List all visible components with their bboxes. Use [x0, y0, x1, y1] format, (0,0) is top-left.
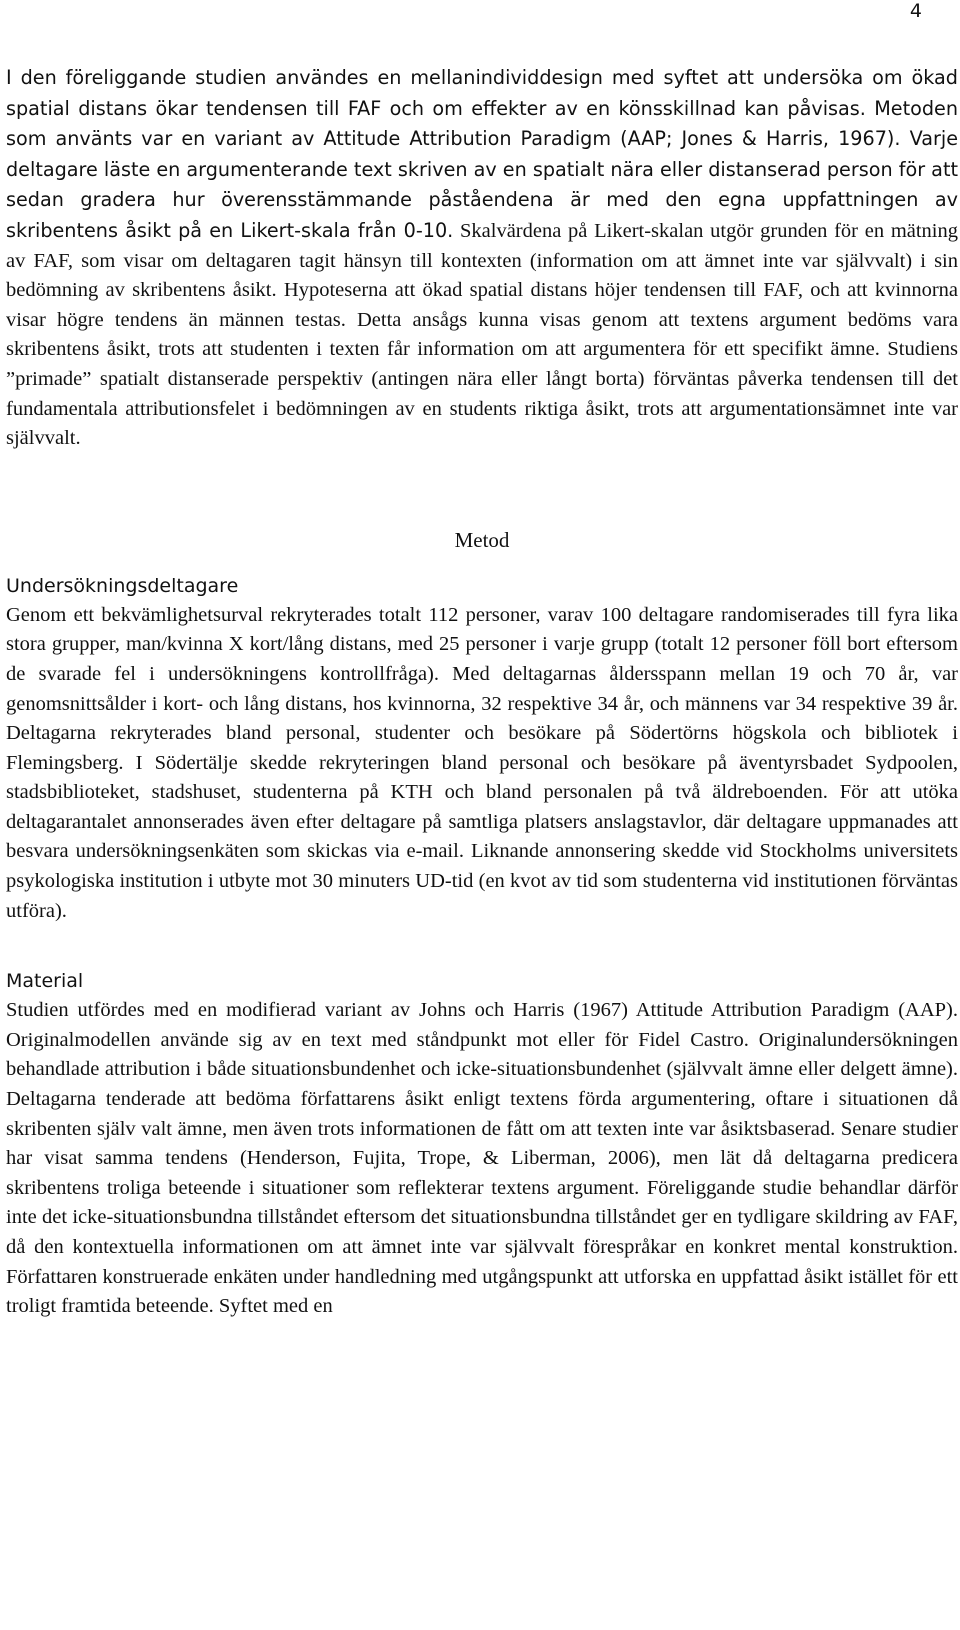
page-number: 4: [909, 0, 922, 22]
material-paragraph: Studien utfördes med en modifierad variant av Johns och Harris (1967) Attitude Attribution Paradigm (AAP). Originalmodellen använde sig av en text med ståndpunkt mot eller för Fidel Castro. Originalundersökningen behandlade attribution i både situationsbundenhet och icke-situationsbundenhet (självvalt ämne eller delgett ämne). Deltagarna tenderade att bedöma författarens åsikt enligt textens förda argumentering, oftare i situationen då skribenten själv valt ämne, men även trots informationen de fått om att texten inte var åsiktsbaserad. Senare studier har visat samma tendens (Henderson, Fujita, Trope, & Liberman, 2006), men lät då deltagarna predicera skribentens troliga beteende i situationer som reflekterar textens argument. Föreliggande studie behandlar därför inte det icke-situationsbundna tillståndet eftersom det situationsbundna tillståndet ger en tydligare skildring av FAF, då den kontextuella informationen om att ämnet inte var självvalt förespråkar en konkret mental konstruktion. Författaren konstruerade enkäten under handledning med utgångspunkt att utforska en uppfattad åsikt istället för ett troligt framtida beteende. Syftet med en: [6, 999, 958, 1318]
intro-paragraph: [6, 63, 958, 454]
participants-paragraph: Genom ett bekvämlighetsurval rekryterades totalt 112 personer, varav 100 deltagare randomiserades till fyra lika stora grupper, man/kvinna X kort/lång distans, med 25 personer i varje grupp (totalt 12 personer föll bort eftersom de svarade fel i undersökningens kontrollfråga). Med deltagarnas åldersspann mellan 19 och 70 år, var genomsnittsålder i kort- och lång distans, hos kvinnorna, 32 respektive 34 år, och männens var 34 respektive 39 år. Deltagarna rekryterades bland personal, studenter och besökare på Södertörns högskola och bibliotek i Flemingsberg. I Södertälje skedde rekryteringen bland personal och besökare på äventyrsbadet Sydpoolen, stadsbiblioteket, stadshuset, studenterna på KTH och bland personalen på två äldreboenden. För att utöka deltagarantalet annonserades även efter deltagare på samtliga platsers anslagstavlor, där deltagare uppmanades att besvara undersökningsenkäten som skickas via e-mail. Liknande annonsering skedde vid Stockholms universitets psykologiska institution i utbyte mot 30 minuters UD-tid (en kvot av tid som studenterna vid institutionen förväntas utföra).: [6, 603, 958, 922]
page-body: [6, 63, 958, 1322]
method-heading: Metod: [454, 527, 510, 552]
intro-serif-text: Skalvärdena på Likert-skalan utgör grunden för en mätning av FAF, som visar om deltagaren tagit hänsyn till kontexten (information om att ämnet inte var självvalt) i sin bedömning av skribentens åsikt. Hypoteserna att ökad spatial distans höjer tendensen till FAF, och att kvinnorna visar högre tendens än männen testas. Detta ansågs kunna visas genom att textens argument bedöms vara skribentens åsikt, trots att studenten i texten får information om att argumentera för ett specifikt ämne. Studiens ”primade” spatialt distanserade perspektiv (antingen nära eller långt borta) förväntas påverka tendensen till det fundamentala attributionsfelet i bedömningen av en students riktiga åsikt, trots att argumentationsämnet inte var självvalt.: [6, 219, 958, 450]
participants-heading: Undersökningsdeltagare: [6, 574, 239, 597]
intro-sans-text: I den föreliggande studien användes en mellanindividdesign med syftet att undersöka om ökad spatial distans ökar tendensen till FAF och om effekter av en könsskillnad kan påvisas. Metoden som använts var en variant av Attitude Attribution Paradigm (AAP; Jones & Harris, 1967). Varje deltagare läste en argumenterande text skriven av en spatialt nära eller distanserad person för att sedan gradera hur överensstämmande påståendena är med den egna uppfattningen av skribentens åsikt på en Likert-skala från 0-10.: [6, 66, 958, 242]
material-heading: Material: [6, 970, 84, 993]
